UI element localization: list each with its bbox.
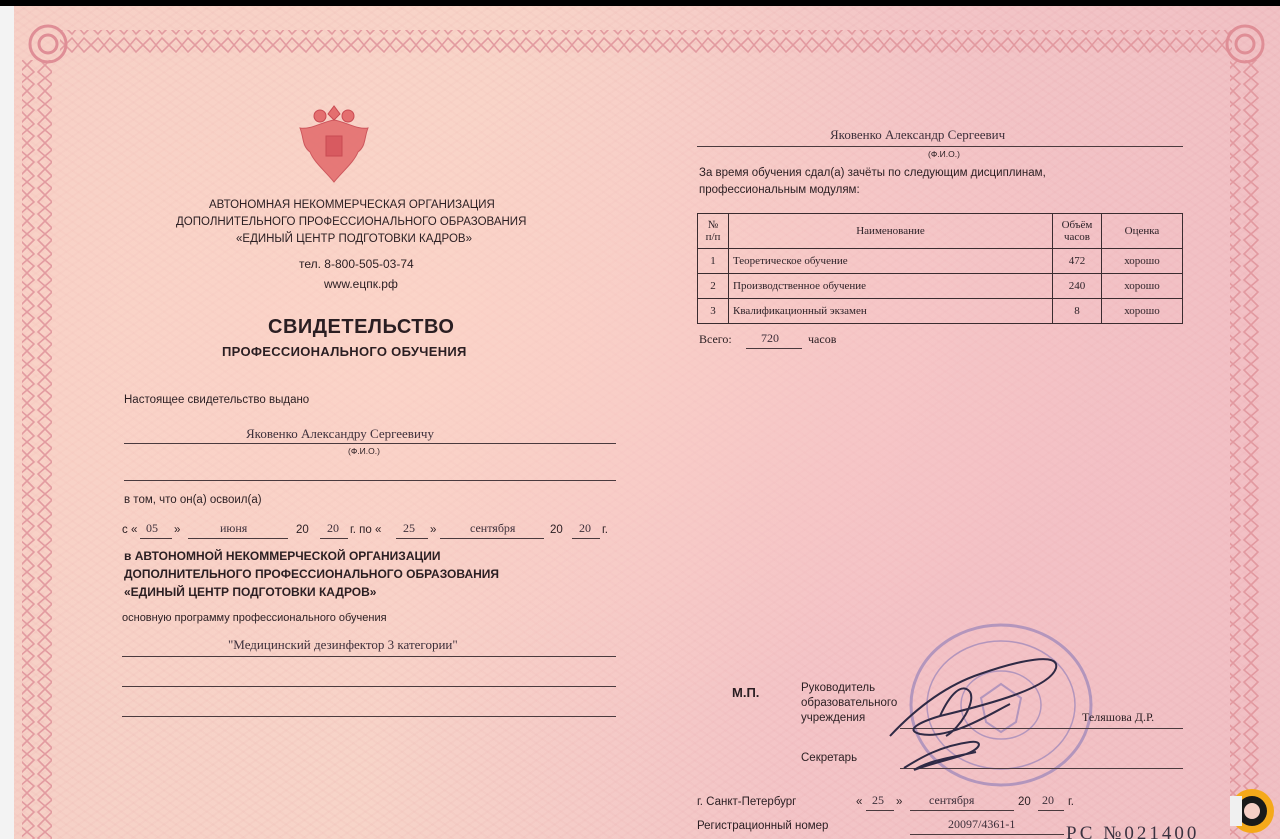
program-underline-1 bbox=[122, 656, 616, 657]
city-label: г. Санкт-Петербург bbox=[697, 796, 797, 808]
total-hours: 720 bbox=[761, 331, 779, 345]
row-name: Производственное обучение bbox=[729, 274, 1053, 299]
program-name: "Медицинский дезинфектор 3 категории" bbox=[228, 637, 458, 652]
issued-to-label: Настоящее свидетельство выдано bbox=[124, 394, 310, 406]
head-label-line-3: учреждения bbox=[801, 712, 866, 724]
registration-number: 20097/4361-1 bbox=[948, 817, 1016, 831]
org-in-line-2: ДОПОЛНИТЕЛЬНОГО ПРОФЕССИОНАЛЬНОГО ОБРАЗОВАНИЯ bbox=[124, 567, 500, 581]
certificate-subtitle: ПРОФЕССИОНАЛЬНОГО ОБУЧЕНИЯ bbox=[222, 344, 467, 359]
secretary-label: Секретарь bbox=[801, 752, 858, 764]
head-label-line-1: Руководитель bbox=[801, 682, 876, 694]
exams-intro-line-1: За время обучения сдал(а) зачёты по следующим дисциплинам, bbox=[699, 167, 1046, 179]
date-open: « bbox=[856, 796, 863, 808]
mp-label: М.П. bbox=[732, 685, 760, 700]
table-header-row bbox=[698, 214, 1183, 249]
period-from-close: » bbox=[174, 524, 181, 536]
header-name: Наименование bbox=[729, 214, 1053, 249]
header-hours: Объём часов bbox=[1053, 214, 1102, 249]
grades-table bbox=[697, 213, 1183, 324]
total-hours-underline bbox=[746, 348, 802, 349]
registration-label: Регистрационный номер bbox=[697, 820, 829, 832]
row-grade: хорошо bbox=[1102, 249, 1183, 274]
completed-label: в том, что он(а) освоил(а) bbox=[124, 494, 262, 506]
row-grade: хорошо bbox=[1102, 299, 1183, 324]
date-year-prefix: 20 bbox=[1018, 796, 1031, 808]
row-num: 1 bbox=[698, 249, 729, 274]
issuer-name-line-3: «ЕДИНЫЙ ЦЕНТР ПОДГОТОВКИ КАДРОВ» bbox=[236, 233, 472, 245]
row-hours: 240 bbox=[1053, 274, 1102, 299]
student-name-underline bbox=[697, 146, 1183, 147]
row-num: 3 bbox=[698, 299, 729, 324]
table-row bbox=[698, 274, 1183, 299]
program-label: основную программу профессионального обучения bbox=[122, 612, 387, 624]
recipient-underline bbox=[124, 443, 616, 444]
row-hours: 8 bbox=[1053, 299, 1102, 324]
certificate-title: СВИДЕТЕЛЬСТВО bbox=[268, 316, 455, 338]
date-suffix: г. bbox=[1068, 796, 1074, 808]
issuer-website: www.ецпк.рф bbox=[324, 277, 398, 291]
period-to-year-prefix: 20 bbox=[550, 524, 563, 536]
table-row bbox=[698, 299, 1183, 324]
serial-number: РС №021400 bbox=[1066, 823, 1200, 839]
period-from-year-line bbox=[320, 538, 348, 539]
program-underline-2 bbox=[122, 686, 616, 687]
period-from-day: 05 bbox=[146, 521, 158, 535]
date-year-line bbox=[1038, 810, 1064, 811]
period-to-day: 25 bbox=[403, 521, 415, 535]
date-day-line bbox=[866, 810, 894, 811]
signature-secretary bbox=[900, 736, 990, 776]
row-num: 2 bbox=[698, 274, 729, 299]
period-to-label: г. по « bbox=[350, 524, 382, 536]
period-to-close: » bbox=[430, 524, 437, 536]
date-month: сентября bbox=[929, 793, 975, 807]
app-logo-icon bbox=[1226, 784, 1276, 836]
date-close: » bbox=[896, 796, 903, 808]
recipient-underline-2 bbox=[124, 480, 616, 481]
period-to-day-line bbox=[396, 538, 428, 539]
table-row bbox=[698, 249, 1183, 274]
date-month-line bbox=[910, 810, 1014, 811]
date-year: 20 bbox=[1042, 793, 1054, 807]
exams-intro-line-2: профессиональным модулям: bbox=[699, 184, 860, 196]
head-label-line-2: образовательного bbox=[801, 697, 898, 709]
period-from-prefix: с « bbox=[122, 524, 138, 536]
fio-caption-right: (Ф.И.О.) bbox=[928, 149, 960, 159]
recipient-name: Яковенко Александру Сергеевичу bbox=[246, 426, 434, 441]
issuer-name-line-2: ДОПОЛНИТЕЛЬНОГО ПРОФЕССИОНАЛЬНОГО ОБРАЗОВАНИЯ bbox=[176, 216, 527, 228]
org-in-line-3: «ЕДИНЫЙ ЦЕНТР ПОДГОТОВКИ КАДРОВ» bbox=[124, 585, 377, 599]
row-name: Квалификационный экзамен bbox=[729, 299, 1053, 324]
issuer-phone: тел. 8-800-505-03-74 bbox=[299, 257, 414, 271]
total-label: Всего: bbox=[699, 332, 732, 346]
row-name: Теоретическое обучение bbox=[729, 249, 1053, 274]
fio-caption-left: (Ф.И.О.) bbox=[348, 446, 380, 456]
header-num: № п/п bbox=[698, 214, 729, 249]
period-to-month: сентября bbox=[470, 521, 516, 535]
registration-underline bbox=[910, 834, 1064, 835]
period-from-month: июня bbox=[220, 521, 248, 535]
org-in-line-1: в АВТОНОМНОЙ НЕКОММЕРЧЕСКОЙ ОРГАНИЗАЦИИ bbox=[124, 549, 441, 563]
issuer-name-line-1: АВТОНОМНАЯ НЕКОММЕРЧЕСКАЯ ОРГАНИЗАЦИЯ bbox=[209, 199, 495, 211]
header-grade: Оценка bbox=[1102, 214, 1183, 249]
period-to-year: 20 bbox=[579, 521, 591, 535]
row-hours: 472 bbox=[1053, 249, 1102, 274]
period-from-day-line bbox=[140, 538, 172, 539]
period-from-year: 20 bbox=[327, 521, 339, 535]
period-to-year-line bbox=[572, 538, 600, 539]
period-from-year-prefix: 20 bbox=[296, 524, 309, 536]
period-from-month-line bbox=[188, 538, 288, 539]
date-day: 25 bbox=[872, 793, 884, 807]
row-grade: хорошо bbox=[1102, 274, 1183, 299]
period-year-suffix: г. bbox=[602, 524, 608, 536]
period-to-month-line bbox=[440, 538, 544, 539]
head-name: Теляшова Д.Р. bbox=[1082, 710, 1155, 724]
program-underline-3 bbox=[122, 716, 616, 717]
student-name: Яковенко Александр Сергеевич bbox=[830, 127, 1006, 142]
total-unit: часов bbox=[808, 332, 837, 346]
coat-of-arms-icon bbox=[288, 96, 380, 188]
